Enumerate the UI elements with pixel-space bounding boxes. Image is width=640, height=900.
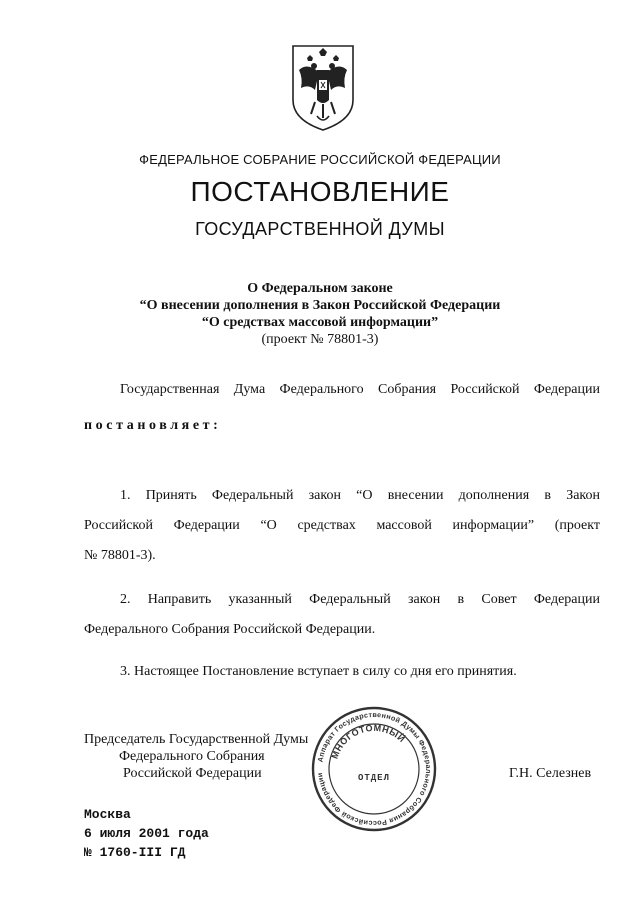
item-2 <box>84 592 600 638</box>
place-and-date <box>84 805 209 862</box>
decree-word: постановляет: <box>84 418 222 433</box>
signatory-title-line-2: Федерального Собрания <box>119 749 265 764</box>
city: Москва <box>84 807 131 822</box>
signatory-title-line-1: Председатель Государственной Думы <box>84 732 309 747</box>
signatory-title-line-3: Российской Федерации <box>123 766 262 781</box>
document-number: № 1760-III ГД <box>84 845 186 860</box>
official-seal-stamp <box>310 705 438 833</box>
item-1-line-2: Российской Федерации “О средствах массовой информации” (проект <box>84 518 600 533</box>
document-type: ПОСТАНОВЛЕНИЕ <box>190 176 450 207</box>
subject-line-1: О Федеральном законе <box>247 281 393 296</box>
item-1-line-1: 1. Принять Федеральный закон “О внесении дополнения в Закон <box>120 488 600 503</box>
russian-coat-of-arms-icon <box>289 42 357 134</box>
svg-text:ОТДЕЛ: ОТДЕЛ <box>357 773 391 783</box>
item-3 <box>84 664 600 680</box>
item-2-line-2: Федерального Собрания Российской Федерации. <box>84 622 376 637</box>
date: 6 июля 2001 года <box>84 826 209 841</box>
subject-line-3: “О средствах массовой информации” <box>201 315 439 330</box>
issuer-name: ГОСУДАРСТВЕННОЙ ДУМЫ <box>195 219 445 239</box>
intro-paragraph: Государственная Дума Федерального Собрания Российской Федерации <box>120 382 600 397</box>
item-2-line-1: 2. Направить указанный Федеральный закон в Совет Федерации <box>120 592 600 607</box>
svg-text:МНОГОТОМНЫЙ: МНОГОТОМНЫЙ <box>329 722 408 761</box>
item-3-line-1: 3. Настоящее Постановление вступает в силу со дня его принятия. <box>120 664 517 679</box>
subject-line-2: “О внесении дополнения в Закон Российской Федерации <box>139 298 501 313</box>
document-subject <box>0 280 640 348</box>
item-1-line-3: № 78801-3). <box>84 548 156 563</box>
signatory-name: Г.Н. Селезнев <box>509 766 592 781</box>
svg-text:Аппарат Государственной Думы Ф: Аппарат Государственной Думы Федерального Собрания Российской Федерации <box>315 709 434 829</box>
organization-name: ФЕДЕРАЛЬНОЕ СОБРАНИЕ РОССИЙСКОЙ ФЕДЕРАЦИИ <box>139 152 501 167</box>
subject-project-number: (проект № 78801-3) <box>261 332 379 347</box>
item-1 <box>84 488 600 564</box>
